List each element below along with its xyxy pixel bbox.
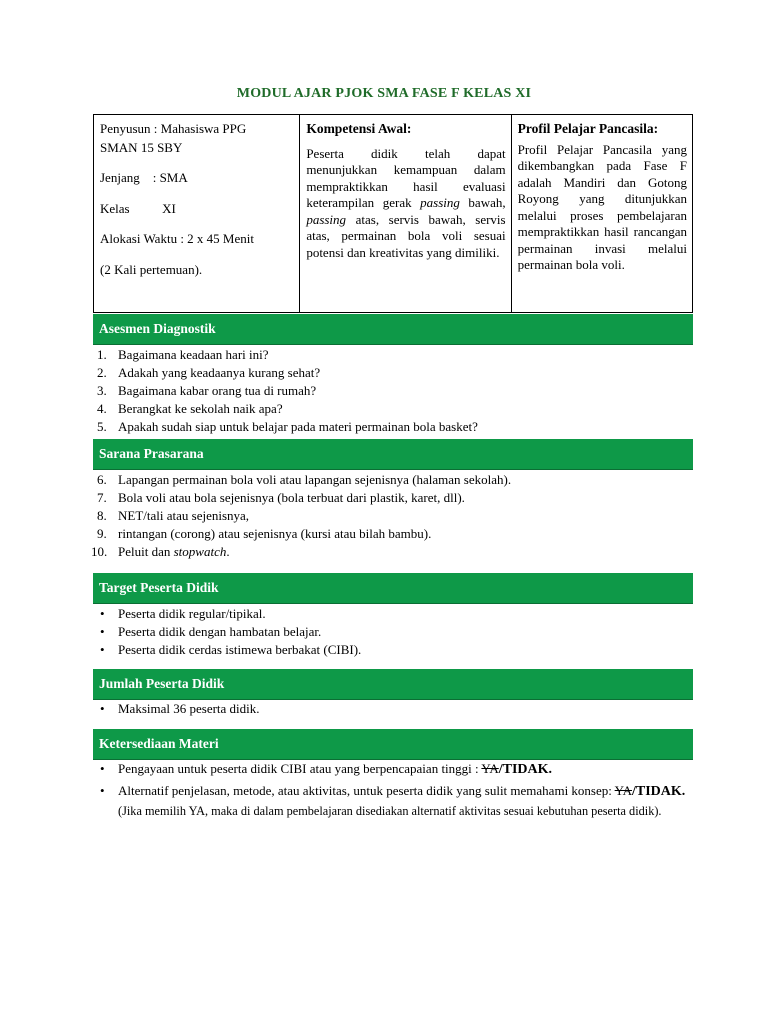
bullet-icon: •	[100, 701, 105, 716]
jumlah-list	[93, 700, 693, 718]
list-item	[93, 507, 693, 525]
item-number: 10.	[91, 544, 108, 559]
profile-heading: Profil Pelajar Pancasila:	[517, 121, 659, 136]
level-line: Jenjang : SMA	[100, 170, 188, 185]
item-text: Peserta didik regular/tipikal.	[118, 606, 266, 621]
competency-text-part: atas, servis bawah, servis atas, permainan bola voli sesuai potensi dan kreativitas yang dimiliki.	[306, 211, 506, 260]
competency-text-part: Peserta didik telah dapat menunjukkan kemampuan dalam mempraktikkan hasil evaluasi keterampilan gerak	[306, 145, 506, 210]
item-number: 8.	[97, 508, 107, 523]
item-text: Berangkat ke sekolah naik apa?	[118, 401, 283, 416]
item-text: Peserta didik cerdas istimewa berbakat (CIBI).	[118, 642, 362, 657]
option-tidak: /TIDAK.	[498, 762, 553, 777]
author-line: Penyusun : Mahasiswa PPG	[100, 121, 247, 136]
bullet-icon: •	[100, 624, 105, 639]
sarana-list	[93, 471, 693, 561]
item-text: rintangan (corong) atau sejenisnya (kursi atau bilah bambu).	[118, 526, 432, 541]
option-ya-struck: YA	[614, 783, 632, 798]
list-item	[93, 418, 693, 436]
list-item	[93, 382, 693, 400]
item-term: stopwatch	[173, 544, 227, 559]
item-number: 9.	[97, 526, 107, 541]
item-number: 4.	[97, 401, 107, 416]
item-text: Bagaimana keadaan hari ini?	[118, 347, 269, 362]
item-text: Bola voli atau bola sejenisnya (bola terbuat dari plastik, karet, dll).	[118, 490, 465, 505]
list-item	[93, 605, 693, 623]
list-item	[93, 700, 693, 718]
materi-list	[93, 760, 693, 819]
item-text: Adakah yang keadaanya kurang sehat?	[118, 365, 321, 380]
item-text: Lapangan permainan bola voli atau lapangan sejenisnya (halaman sekolah).	[118, 472, 512, 487]
list-item	[93, 623, 693, 641]
bullet-icon: •	[100, 606, 105, 621]
time-allocation-line: Alokasi Waktu : 2 x 45 Menit	[100, 231, 254, 246]
item-number: 1.	[97, 347, 107, 362]
item-text: Peluit dan	[118, 544, 174, 559]
school-line: SMAN 15 SBY	[100, 139, 183, 155]
list-item	[93, 364, 693, 382]
bullet-icon: •	[100, 642, 105, 657]
bullet-icon: •	[100, 783, 105, 798]
item-text-tail: .	[226, 544, 230, 559]
item-number: 2.	[97, 365, 107, 380]
item-text: Maksimal 36 peserta didik.	[118, 701, 260, 716]
list-item	[93, 489, 693, 507]
info-table	[93, 114, 693, 313]
item-text: Apakah sudah siap untuk belajar pada materi permainan bola basket?	[118, 419, 478, 434]
profile-text: Profil Pelajar Pancasila yang dikembangkan pada Fase F adalah Mandiri dan Gotong Royong yang ditunjukkan melalui proses pembelajaran mempraktikkan hasil rancangan permainan invasi melalui permainan bola voli.	[517, 141, 687, 272]
item-text: Peserta didik dengan hambatan belajar.	[118, 624, 322, 639]
class-line: Kelas XI	[100, 200, 176, 216]
item-text: Bagaimana kabar orang tua di rumah?	[118, 383, 317, 398]
bullet-icon: •	[100, 761, 105, 776]
section-header-target: Target Peserta Didik	[93, 573, 693, 604]
list-item	[93, 641, 693, 659]
section-header-jumlah: Jumlah Peserta Didik	[93, 669, 693, 700]
item-number: 5.	[97, 419, 107, 434]
page-title: MODUL AJAR PJOK SMA FASE F KELAS XI	[236, 86, 532, 101]
list-item	[93, 471, 693, 489]
info-column-profile	[512, 115, 692, 312]
section-header-materi: Ketersediaan Materi	[93, 729, 693, 760]
item-number: 7.	[97, 490, 107, 505]
item-text: Alternatif penjelasan, metode, atau aktivitas, untuk peserta didik yang sulit memahami konsep:	[118, 783, 615, 798]
target-list	[93, 605, 693, 659]
section-header-sarana: Sarana Prasarana	[93, 439, 693, 470]
list-item	[93, 346, 693, 364]
competency-heading: Kompetensi Awal:	[306, 121, 412, 136]
meetings-line: (2 Kali pertemuan).	[100, 261, 203, 277]
competency-term: passing	[420, 195, 460, 210]
info-column-competency	[300, 115, 511, 312]
item-text: Pengayaan untuk peserta didik CIBI atau yang berpencapaian tinggi :	[118, 761, 482, 776]
item-number: 3.	[97, 383, 107, 398]
list-item	[93, 543, 693, 561]
competency-text	[306, 146, 505, 262]
option-tidak: /TIDAK.	[631, 784, 686, 799]
option-ya-struck: YA	[481, 761, 499, 776]
competency-text-part: bawah,	[459, 195, 506, 210]
asesmen-list	[93, 346, 693, 436]
list-item	[93, 400, 693, 418]
list-item	[93, 525, 693, 543]
item-text: NET/tali atau sejenisnya,	[118, 508, 250, 523]
list-item	[93, 760, 693, 779]
item-note: (Jika memilih YA, maka di dalam pembelajaran disediakan alternatif aktivitas sesuai kebutuhan peserta didik).	[118, 804, 662, 818]
competency-term: passing	[306, 211, 347, 227]
info-column-identity	[94, 115, 300, 312]
section-header-asesmen: Asesmen Diagnostik	[93, 314, 693, 345]
item-number: 6.	[97, 472, 107, 487]
list-item	[93, 782, 693, 819]
